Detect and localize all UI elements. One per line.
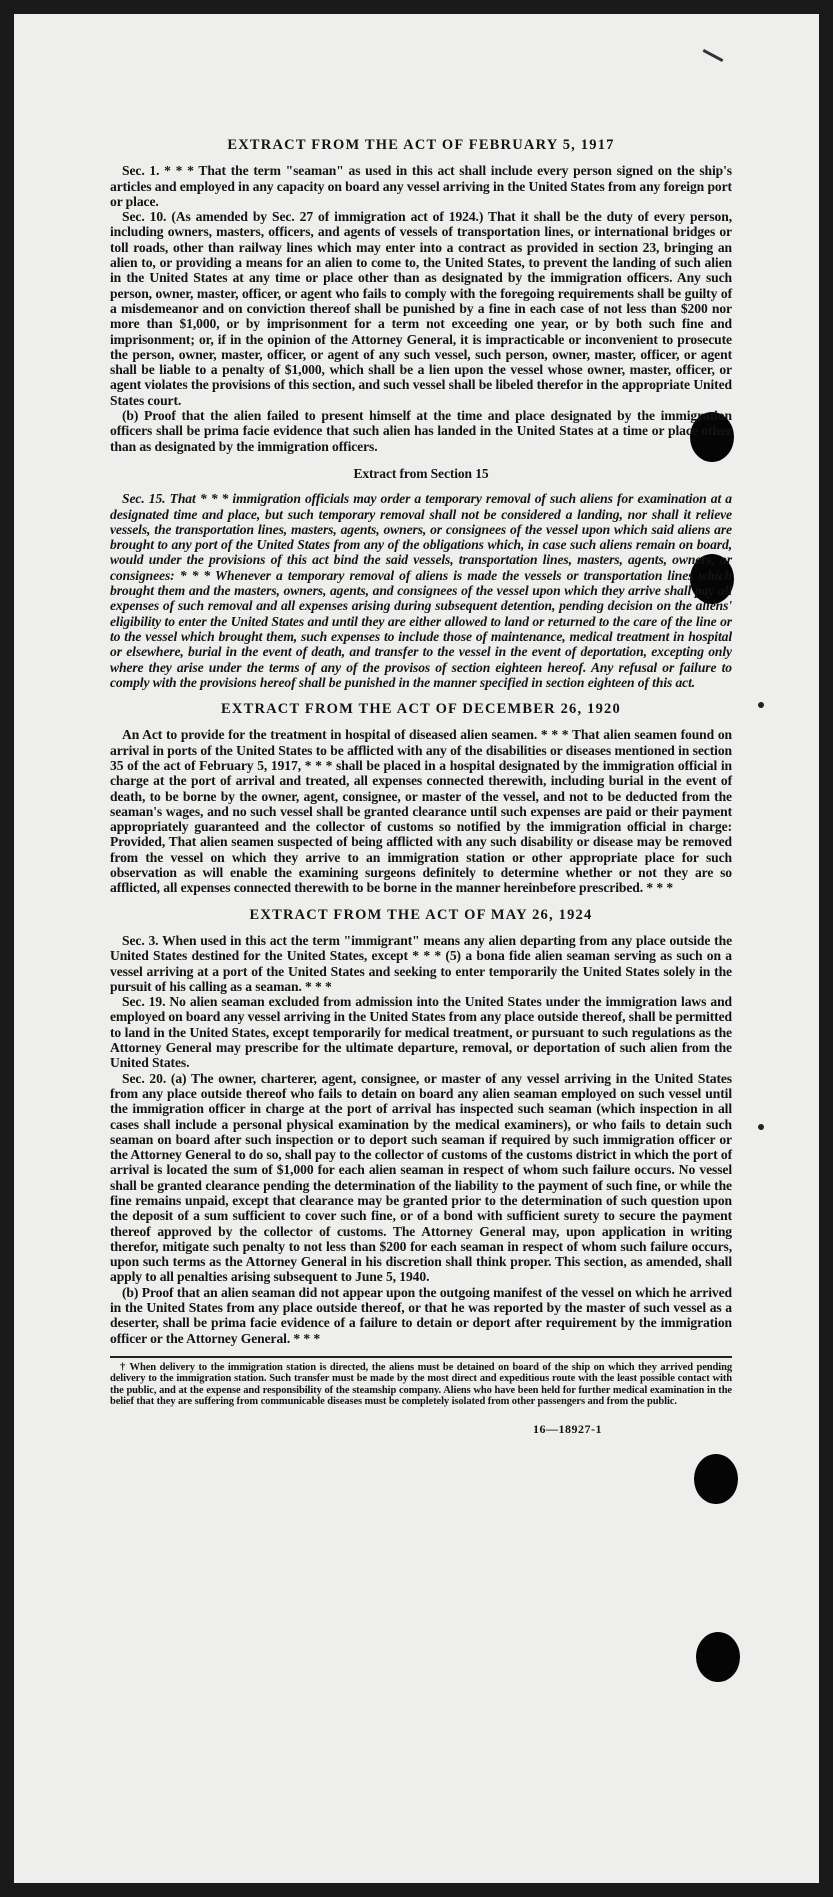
margin-dot — [758, 1124, 764, 1130]
punch-hole — [696, 1632, 740, 1682]
paragraph-sec3: Sec. 3. When used in this act the term "immigrant" means any alien departing from any place outside the United States destined for the United States, except * * * (5) a bona fide alien seaman serving as such on a vessel arriving at a port of the United States and seeking to enter temporarily the United States solely in the pursuit of his calling as a seaman. * * * — [110, 932, 732, 994]
paragraph-sec19: Sec. 19. No alien seaman excluded from admission into the United States under the immigration laws and employed on board any vessel arriving in the United States from any place outside thereof, shall be permitted to land in the United States, except temporarily for medical treatment, or pursuant to such regulations as the Attorney General may prescribe for the ultimate departure, removal, or deportation of such alien from the United States. — [110, 994, 732, 1071]
file-number: 16—18927-1 — [533, 1421, 602, 1436]
heading-section-15: Extract from Section 15 — [353, 465, 489, 481]
paragraph-sec10b: (b) Proof that the alien failed to present himself at the time and place designated by the immigration officers shall be prima facie evidence that such alien has landed in the United States at a time or place other than as designated by the immigration officers. — [110, 408, 732, 454]
heading-act-1917: EXTRACT FROM THE ACT OF FEBRUARY 5, 1917 — [227, 137, 615, 153]
paragraph-sec20a: Sec. 20. (a) The owner, charterer, agent, consignee, or master of any vessel arriving in the United States from any place outside thereof who fails to detain on board any alien seaman employed on such vessel until the immigration officer in charge at the port of arrival has inspected such seaman (which inspection in all cases shall include a personal physical examination by the medical examiners), or who fails to detain such seaman on board after such inspection or to deport such seaman if required by such immigration officer or the Attorney General to do so, shall pay to the collector of customs of the customs district in which the port of arrival is located the sum of $1,000 for each alien seaman in respect of whom such failure occurs. No vessel shall be granted clearance pending the determination of the liability to the payment of such fine, or while the fine remains unpaid, except that clearance may be granted prior to the determination of such question upon the deposit of a sum sufficient to cover such fine, or of a bond with sufficient surety to secure the payment thereof approved by the collector of customs. The Attorney General may, upon application in writing therefor, mitigate such penalty to not less than $200 for each seaman in respect of whom such failure occurs, upon such terms as the Attorney General in his discretion shall think proper. This section, as amended, shall apply to all penalties arising subsequent to June 5, 1940. — [110, 1070, 732, 1285]
paragraph-sec15: Sec. 15. That * * * immigration officials may order a temporary removal of such aliens for examination at a designated time and place, but such temporary removal shall not be considered a landing, nor shall it relieve vessels, the transportation lines, masters, agents, owners, or consignees of the vessel upon which said aliens are brought to any port of the United States from any of the obligations which, in case such aliens remain on board, would under the provisions of this act bind the said vessels, transportation lines, masters, agents, owners, or consignees: * * * Whenever a temporary removal of aliens is made the vessels or transportation lines which brought them and the masters, owners, agents, and consignees of the vessel upon which they arrive shall pay all expenses of such removal and all expenses arising during subsequent detention, pending decision on the aliens' eligibility to enter the United States and until they are either allowed to land or returned to the care of the line or to the vessel which brought them, such expenses to include those of maintenance, medical treatment in hospital or elsewhere, burial in the event of death, and transfer to the vessel in the event of deportation, excepting only where they arise under the terms of any of the provisos of section eighteen hereof. Any refusal or failure to comply with the provisions hereof shall be punished in the manner specified in section eighteen of this act. — [110, 491, 732, 690]
document-body — [110, 138, 732, 1437]
heading-act-1924: EXTRACT FROM THE ACT OF MAY 26, 1924 — [249, 906, 593, 923]
paragraph-sec1: Sec. 1. * * * That the term "seaman" as used in this act shall include every person signed on the ship's articles and employed in any capacity on board any vessel arriving in the United States from any foreign port or place. — [110, 163, 732, 209]
punch-hole — [694, 1454, 738, 1504]
paragraph-act-1920: An Act to provide for the treatment in hospital of diseased alien seamen. * * * That alien seamen found on arrival in ports of the United States to be afflicted with any of the disabilities or diseases mentioned in section 35 of the act of February 5, 1917, * * * shall be placed in a hospital designated by the immigration official in charge at the port of arrival and treated, all expenses connected therewith, including burial in the event of death, to be borne by the owner, agent, consignee, or master of the vessel, and not to be deducted from the seaman's wages, and no such vessel shall be granted clearance until such expenses are paid or their payment appropriately guaranteed and the collector of customs so notified by the immigration official in charge: Provided, That alien seamen suspected of being afflicted with any such disability or disease may be removed from the vessel on which they arrive to an immigration station or other appropriate place for such observation as will enable the examining surgeons definitely to determine whether or not they are so afflicted, all expenses connected therewith to be borne in the manner hereinbefore prescribed. * * * — [110, 727, 732, 896]
footnote-text: † When delivery to the immigration station is directed, the aliens must be detained on board of the ship on which they arrived pending delivery to the immigration station. Such transfer must be made by the most direct and expeditious route with the least possible contact with the public, and at the expense and responsibility of the steamship company. Aliens who have been held for further medical examination in the belief that they are suffering from communicable diseases must be completely isolated from other passengers and from the public. — [110, 1361, 732, 1408]
heading-act-1920: EXTRACT FROM THE ACT OF DECEMBER 26, 1920 — [221, 701, 621, 718]
document-page — [14, 14, 819, 1883]
paragraph-sec10: Sec. 10. (As amended by Sec. 27 of immigration act of 1924.) That it shall be the duty of every person, including owners, masters, officers, and agents of vessels of transportation lines, or international bridges or toll roads, other than railway lines which may enter into a contract as provided in section 23, bringing an alien to, or providing a means for an alien to come to, the United States, to prevent the landing of such alien in the United States at any time or place other than as designated by the immigration officers. Any such person, owner, master, officer, or agent who fails to comply with the foregoing requirements shall be guilty of a misdemeanor and on conviction thereof shall be punished by a fine in each case of not less than $200 nor more than $1,000, or by imprisonment for a term not exceeding one year, or by both such fine and imprisonment; or, if in the opinion of the Attorney General, it is impracticable or inconvenient to prosecute the person, owner, master, officer, or agent of any such vessel, such person, owner, master, officer, or agent shall be liable to a penalty of $1,000, which shall be a lien upon the vessel whose owner, master, officer, or agent violates the provisions of this section, and such vessel shall be libeled therefor in the appropriate United States court. — [110, 209, 732, 408]
margin-dot — [758, 702, 764, 708]
corner-mark — [703, 49, 724, 62]
paragraph-sec20b: (b) Proof that an alien seaman did not appear upon the outgoing manifest of the vessel on which he arrived in the United States from any place outside thereof, or that he was reported by the master of such vessel as a deserter, shall be prima facie evidence of a failure to detain or deport after requirement by the immigration officer or the Attorney General. * * * — [110, 1284, 732, 1346]
footnote — [110, 1356, 732, 1408]
